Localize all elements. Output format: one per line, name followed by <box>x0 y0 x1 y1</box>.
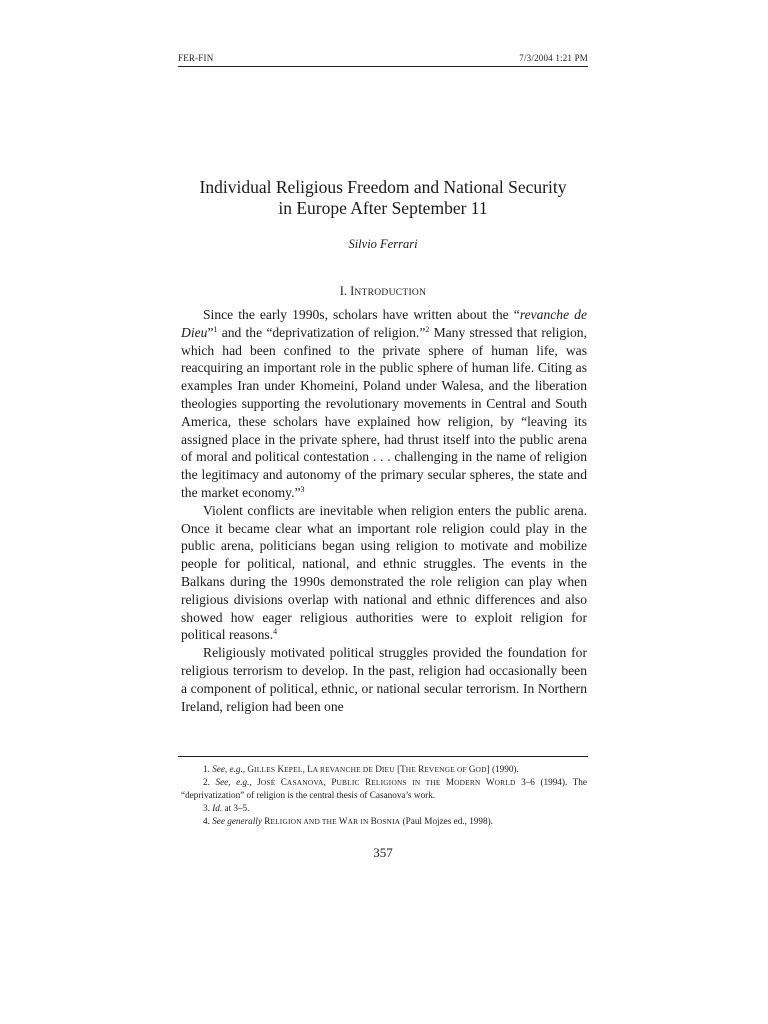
fn2-comma: , <box>249 777 258 787</box>
p1-text-d: and the “deprivatization of religion.” <box>217 324 426 340</box>
p1-text-a: Since the early 1990s, scholars have written about the “ <box>203 307 520 322</box>
fn1-t3-cap: T <box>400 764 406 774</box>
p1-text-c: ” <box>207 324 214 340</box>
author-name: Silvio Ferrari <box>348 237 418 251</box>
fn1-signal: See, e.g. <box>212 764 243 774</box>
title-line-1: Individual Religious Freedom and National Security <box>199 177 567 197</box>
paragraph-3: Religiously motivated political struggles provided the foundation for religious terrorism to develop. In the past, religion had occasionally been a component of political, ethnic, or national secular terrorism. In Northern Ireland, religion had been one <box>181 645 587 714</box>
fn2-f-rest: ORLD <box>494 778 516 787</box>
fn1-author-rest: ILLES <box>254 765 276 774</box>
running-head-right: 7/3/2004 1:21 PM <box>519 53 588 63</box>
fn1-t2-rest: IEU <box>381 765 395 774</box>
fn2-number: 2. <box>203 777 210 787</box>
section-heading <box>178 284 588 299</box>
header-rule <box>178 66 588 67</box>
paragraph-2 <box>181 502 587 644</box>
fn1-t5-cap: G <box>468 764 476 774</box>
fn4-a-rest: ELIGION AND THE <box>270 817 339 826</box>
fn1-t1-rest: A REVANCHE DE <box>312 765 376 774</box>
fn2-f-cap: W <box>485 777 495 787</box>
footnote-ref-3[interactable]: 3 <box>300 484 305 494</box>
fn3-end: at 3–5. <box>222 803 250 813</box>
body-text <box>181 306 587 715</box>
fn2-b-cap: C <box>280 777 287 787</box>
fn4-number: 4. <box>203 816 210 826</box>
article-title <box>150 177 616 219</box>
fn1-author-cap: G <box>247 764 255 774</box>
p1-italic-term: revanche de Dieu <box>181 307 587 340</box>
fn1-comma: , <box>242 764 248 774</box>
section-rest: NTRODUCTION <box>354 288 427 298</box>
fn1-comma2: , <box>302 764 308 774</box>
fn2-comma2: , <box>323 777 332 787</box>
fn4-b-cap: W <box>338 816 348 826</box>
fn1-end: ] (1990). <box>486 764 519 774</box>
p1-text-e: Many stressed that religion, which had been confined to the private sphere of human life, was reacquiring an important role in the public sphere of human life. Citing as examples Iran under Khomeini, Poland under Walesa, and the liberation theologies supporting the revolutionary movements in Central and South America, these scholars have explained how religion, by “leaving its assigned place in the private sphere, had thrust itself into the public arena of moral and political contestation . . . challenging in the name of religion the legitimacy and autonomy of the primary secular spheres, the state and the market economy.” <box>181 324 587 500</box>
p2-text: Violent conflicts are inevitable when religion enters the public arena. Once it became clear what an important role religion could play in the public arena, politicians began using religion to motivate and mobilize people for political, national, and ethnic struggles. The events in the Balkans during the 1990s demonstrated the role religion can play when religious divisions overlap with national and ethnic differences and also showed how eager religious authorities were to exploit religion for political reasons. <box>181 502 587 643</box>
fn4-b-rest: AR IN <box>347 817 371 826</box>
fn2-c-cap: P <box>331 777 337 787</box>
fn2-a-cap: J <box>257 777 261 787</box>
fn2-b-rest: ASANOVA <box>286 778 324 787</box>
footnote-ref-1[interactable]: 1 <box>213 324 218 334</box>
fn4-a-cap: R <box>264 816 271 826</box>
footnote-ref-2[interactable]: 2 <box>425 324 430 334</box>
section-initial: I <box>350 284 355 298</box>
page-number: 357 <box>373 845 393 860</box>
fn2-d-cap: R <box>365 777 372 787</box>
fn1-t4-cap: R <box>418 764 425 774</box>
paragraph-1 <box>181 306 587 502</box>
fn1-t4-rest: EVENGE OF <box>424 765 469 774</box>
footnote-2 <box>181 776 587 802</box>
fn3-signal: Id. <box>212 803 223 813</box>
fn1-t3-rest: HE <box>405 765 419 774</box>
running-head-left: FER-FIN <box>178 53 214 63</box>
fn1-author2-cap: K <box>277 764 285 774</box>
fn2-end: (1994). The “deprivatization” of religion is the central thesis of Casanova’s work. <box>181 777 587 800</box>
fn4-end: (Paul Mojzes ed., 1998). <box>400 816 493 826</box>
fn1-number: 1. <box>203 764 210 774</box>
fn2-d-rest: ELIGIONS IN THE <box>371 778 446 787</box>
fn3-number: 3. <box>203 803 210 813</box>
footnote-4 <box>181 815 587 828</box>
footnote-1 <box>181 763 587 776</box>
fn2-c-rest: UBLIC <box>336 778 366 787</box>
fn4-c-cap: B <box>370 816 377 826</box>
fn2-e-rest: ODERN <box>454 778 486 787</box>
fn1-bracket: [ <box>394 764 401 774</box>
fn2-e-cap: M <box>445 777 455 787</box>
fn1-author2-rest: EPEL <box>284 765 303 774</box>
footnotes <box>181 763 587 828</box>
running-head <box>178 53 588 63</box>
footnote-rule <box>178 756 588 757</box>
fn1-t5-rest: OD <box>475 765 487 774</box>
section-numeral: I. <box>339 284 348 298</box>
fn1-t2-cap: D <box>375 764 382 774</box>
title-line-2: in Europe After September 11 <box>278 198 488 218</box>
fn4-c-rest: OSNIA <box>376 817 401 826</box>
footnote-ref-4[interactable]: 4 <box>273 627 278 637</box>
fn4-signal: See generally <box>212 816 262 826</box>
fn2-signal: See, e.g. <box>215 777 250 787</box>
fn2-a-rest: OSÉ <box>260 778 281 787</box>
fn1-t1-cap: L <box>307 764 313 774</box>
footnote-3 <box>181 802 587 815</box>
fn2-pages: 3–6 <box>515 777 535 787</box>
